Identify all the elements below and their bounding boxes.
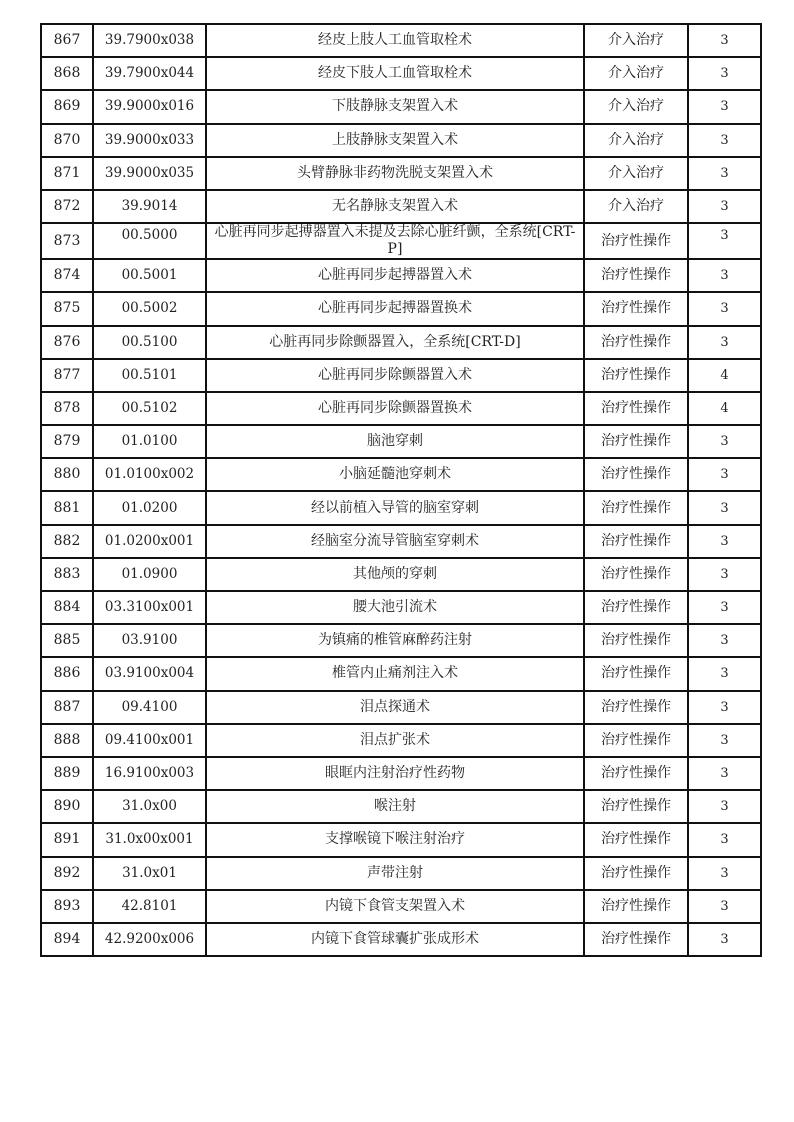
procedure-code: 16.9100x003 xyxy=(93,757,206,790)
procedure-code: 39.7900x044 xyxy=(93,57,206,90)
procedure-level: 4 xyxy=(688,359,761,392)
procedure-level: 3 xyxy=(688,458,761,491)
procedure-code: 01.0900 xyxy=(93,558,206,591)
procedure-category: 治疗性操作 xyxy=(584,292,688,325)
row-number: 876 xyxy=(41,326,93,359)
procedure-category: 治疗性操作 xyxy=(584,790,688,823)
row-number: 894 xyxy=(41,923,93,956)
table-row xyxy=(41,657,761,690)
procedure-code: 39.7900x038 xyxy=(93,24,206,57)
procedure-name: 经脑室分流导管脑室穿刺术 xyxy=(206,525,584,558)
procedure-name: 心脏再同步起搏器置入未提及去除心脏纤颤，全系统[CRT-P] xyxy=(206,223,584,259)
procedure-code: 01.0100 xyxy=(93,425,206,458)
row-number: 885 xyxy=(41,624,93,657)
table-row xyxy=(41,790,761,823)
row-number: 872 xyxy=(41,190,93,223)
procedure-level: 3 xyxy=(688,326,761,359)
procedure-name: 小脑延髓池穿刺术 xyxy=(206,458,584,491)
row-number: 884 xyxy=(41,591,93,624)
row-number: 877 xyxy=(41,359,93,392)
procedure-code: 01.0100x002 xyxy=(93,458,206,491)
procedure-name: 下肢静脉支架置入术 xyxy=(206,90,584,123)
table-row xyxy=(41,823,761,856)
row-number: 879 xyxy=(41,425,93,458)
procedure-code: 01.0200 xyxy=(93,491,206,524)
table-row xyxy=(41,223,761,259)
table-row xyxy=(41,857,761,890)
procedure-category: 介入治疗 xyxy=(584,24,688,57)
procedure-name: 腰大池引流术 xyxy=(206,591,584,624)
procedure-category: 介入治疗 xyxy=(584,190,688,223)
procedure-code: 31.0x00x001 xyxy=(93,823,206,856)
procedure-category: 治疗性操作 xyxy=(584,823,688,856)
procedure-name: 经以前植入导管的脑室穿刺 xyxy=(206,491,584,524)
procedure-category: 治疗性操作 xyxy=(584,525,688,558)
row-number: 888 xyxy=(41,724,93,757)
procedure-category: 治疗性操作 xyxy=(584,491,688,524)
procedure-name: 内镜下食管支架置入术 xyxy=(206,890,584,923)
procedure-name: 声带注射 xyxy=(206,857,584,890)
procedure-level: 3 xyxy=(688,157,761,190)
procedure-category: 介入治疗 xyxy=(584,124,688,157)
procedure-category: 治疗性操作 xyxy=(584,624,688,657)
procedure-code: 03.3100x001 xyxy=(93,591,206,624)
table-row xyxy=(41,259,761,292)
procedure-name: 喉注射 xyxy=(206,790,584,823)
procedure-category: 介入治疗 xyxy=(584,90,688,123)
procedure-category: 治疗性操作 xyxy=(584,326,688,359)
procedure-level: 3 xyxy=(688,190,761,223)
procedure-category: 治疗性操作 xyxy=(584,591,688,624)
row-number: 871 xyxy=(41,157,93,190)
procedure-category: 治疗性操作 xyxy=(584,359,688,392)
table-row xyxy=(41,57,761,90)
row-number: 875 xyxy=(41,292,93,325)
procedure-code: 03.9100x004 xyxy=(93,657,206,690)
procedure-name: 心脏再同步除颤器置入术 xyxy=(206,359,584,392)
table-row xyxy=(41,691,761,724)
procedure-level: 3 xyxy=(688,558,761,591)
procedure-name: 无名静脉支架置入术 xyxy=(206,190,584,223)
procedure-name: 头臂静脉非药物洗脱支架置入术 xyxy=(206,157,584,190)
row-number: 882 xyxy=(41,525,93,558)
procedure-name: 心脏再同步除颤器置换术 xyxy=(206,392,584,425)
procedure-level: 3 xyxy=(688,292,761,325)
table-row xyxy=(41,124,761,157)
row-number: 874 xyxy=(41,259,93,292)
row-number: 867 xyxy=(41,24,93,57)
procedure-name: 支撑喉镜下喉注射治疗 xyxy=(206,823,584,856)
procedure-code: 31.0x01 xyxy=(93,857,206,890)
procedure-code: 00.5100 xyxy=(93,326,206,359)
procedure-table-body xyxy=(41,24,761,956)
procedure-name: 眼眶内注射治疗性药物 xyxy=(206,757,584,790)
procedure-level: 3 xyxy=(688,790,761,823)
procedure-category: 治疗性操作 xyxy=(584,259,688,292)
procedure-name: 心脏再同步起搏器置换术 xyxy=(206,292,584,325)
table-row xyxy=(41,190,761,223)
procedure-level: 3 xyxy=(688,691,761,724)
procedure-code: 39.9014 xyxy=(93,190,206,223)
procedure-level: 3 xyxy=(688,223,761,259)
procedure-code: 39.9000x035 xyxy=(93,157,206,190)
procedure-category: 介入治疗 xyxy=(584,57,688,90)
procedure-category: 治疗性操作 xyxy=(584,458,688,491)
procedure-category: 治疗性操作 xyxy=(584,657,688,690)
table-row xyxy=(41,392,761,425)
table-row xyxy=(41,757,761,790)
table-row xyxy=(41,326,761,359)
row-number: 886 xyxy=(41,657,93,690)
procedure-category: 治疗性操作 xyxy=(584,890,688,923)
procedure-name: 经皮下肢人工血管取栓术 xyxy=(206,57,584,90)
procedure-level: 3 xyxy=(688,591,761,624)
procedure-level: 3 xyxy=(688,890,761,923)
procedure-name: 心脏再同步起搏器置入术 xyxy=(206,259,584,292)
procedure-name: 内镜下食管球囊扩张成形术 xyxy=(206,923,584,956)
table-row xyxy=(41,890,761,923)
table-row xyxy=(41,458,761,491)
table-row xyxy=(41,157,761,190)
procedure-level: 3 xyxy=(688,923,761,956)
row-number: 883 xyxy=(41,558,93,591)
procedure-category: 治疗性操作 xyxy=(584,425,688,458)
procedure-code: 03.9100 xyxy=(93,624,206,657)
procedure-code: 09.4100 xyxy=(93,691,206,724)
procedure-level: 3 xyxy=(688,857,761,890)
procedure-code: 39.9000x016 xyxy=(93,90,206,123)
table-row xyxy=(41,359,761,392)
procedure-level: 3 xyxy=(688,259,761,292)
procedure-name: 椎管内止痛剂注入术 xyxy=(206,657,584,690)
procedure-name: 经皮上肢人工血管取栓术 xyxy=(206,24,584,57)
procedure-table xyxy=(40,23,762,957)
procedure-code: 00.5101 xyxy=(93,359,206,392)
table-row xyxy=(41,525,761,558)
procedure-level: 3 xyxy=(688,491,761,524)
procedure-code: 42.8101 xyxy=(93,890,206,923)
procedure-code: 09.4100x001 xyxy=(93,724,206,757)
procedure-level: 3 xyxy=(688,624,761,657)
table-row xyxy=(41,90,761,123)
table-row xyxy=(41,24,761,57)
row-number: 891 xyxy=(41,823,93,856)
row-number: 878 xyxy=(41,392,93,425)
procedure-name: 其他颅的穿刺 xyxy=(206,558,584,591)
procedure-category: 治疗性操作 xyxy=(584,923,688,956)
procedure-code: 00.5002 xyxy=(93,292,206,325)
procedure-level: 3 xyxy=(688,757,761,790)
procedure-level: 3 xyxy=(688,525,761,558)
table-row xyxy=(41,724,761,757)
table-row xyxy=(41,491,761,524)
row-number: 890 xyxy=(41,790,93,823)
procedure-code: 31.0x00 xyxy=(93,790,206,823)
row-number: 889 xyxy=(41,757,93,790)
procedure-level: 4 xyxy=(688,392,761,425)
procedure-category: 介入治疗 xyxy=(584,157,688,190)
procedure-level: 3 xyxy=(688,823,761,856)
row-number: 887 xyxy=(41,691,93,724)
procedure-level: 3 xyxy=(688,24,761,57)
procedure-level: 3 xyxy=(688,124,761,157)
procedure-level: 3 xyxy=(688,657,761,690)
procedure-code: 01.0200x001 xyxy=(93,525,206,558)
table-row xyxy=(41,624,761,657)
row-number: 869 xyxy=(41,90,93,123)
procedure-name: 上肢静脉支架置入术 xyxy=(206,124,584,157)
procedure-category: 治疗性操作 xyxy=(584,558,688,591)
table-row xyxy=(41,425,761,458)
procedure-category: 治疗性操作 xyxy=(584,757,688,790)
procedure-level: 3 xyxy=(688,90,761,123)
table-row xyxy=(41,292,761,325)
procedure-category: 治疗性操作 xyxy=(584,691,688,724)
row-number: 893 xyxy=(41,890,93,923)
procedure-category: 治疗性操作 xyxy=(584,392,688,425)
table-row xyxy=(41,591,761,624)
procedure-category: 治疗性操作 xyxy=(584,724,688,757)
procedure-category: 治疗性操作 xyxy=(584,857,688,890)
procedure-category: 治疗性操作 xyxy=(584,223,688,259)
row-number: 881 xyxy=(41,491,93,524)
procedure-name: 脑池穿刺 xyxy=(206,425,584,458)
row-number: 892 xyxy=(41,857,93,890)
procedure-level: 3 xyxy=(688,724,761,757)
row-number: 873 xyxy=(41,223,93,259)
row-number: 870 xyxy=(41,124,93,157)
procedure-name: 心脏再同步除颤器置入，全系统[CRT-D] xyxy=(206,326,584,359)
row-number: 880 xyxy=(41,458,93,491)
table-row xyxy=(41,923,761,956)
procedure-code: 42.9200x006 xyxy=(93,923,206,956)
procedure-name: 为镇痛的椎管麻醉药注射 xyxy=(206,624,584,657)
procedure-code: 39.9000x033 xyxy=(93,124,206,157)
procedure-level: 3 xyxy=(688,425,761,458)
procedure-level: 3 xyxy=(688,57,761,90)
procedure-code: 00.5001 xyxy=(93,259,206,292)
procedure-name: 泪点探通术 xyxy=(206,691,584,724)
row-number: 868 xyxy=(41,57,93,90)
procedure-code: 00.5000 xyxy=(93,223,206,259)
table-row xyxy=(41,558,761,591)
procedure-code: 00.5102 xyxy=(93,392,206,425)
procedure-name: 泪点扩张术 xyxy=(206,724,584,757)
